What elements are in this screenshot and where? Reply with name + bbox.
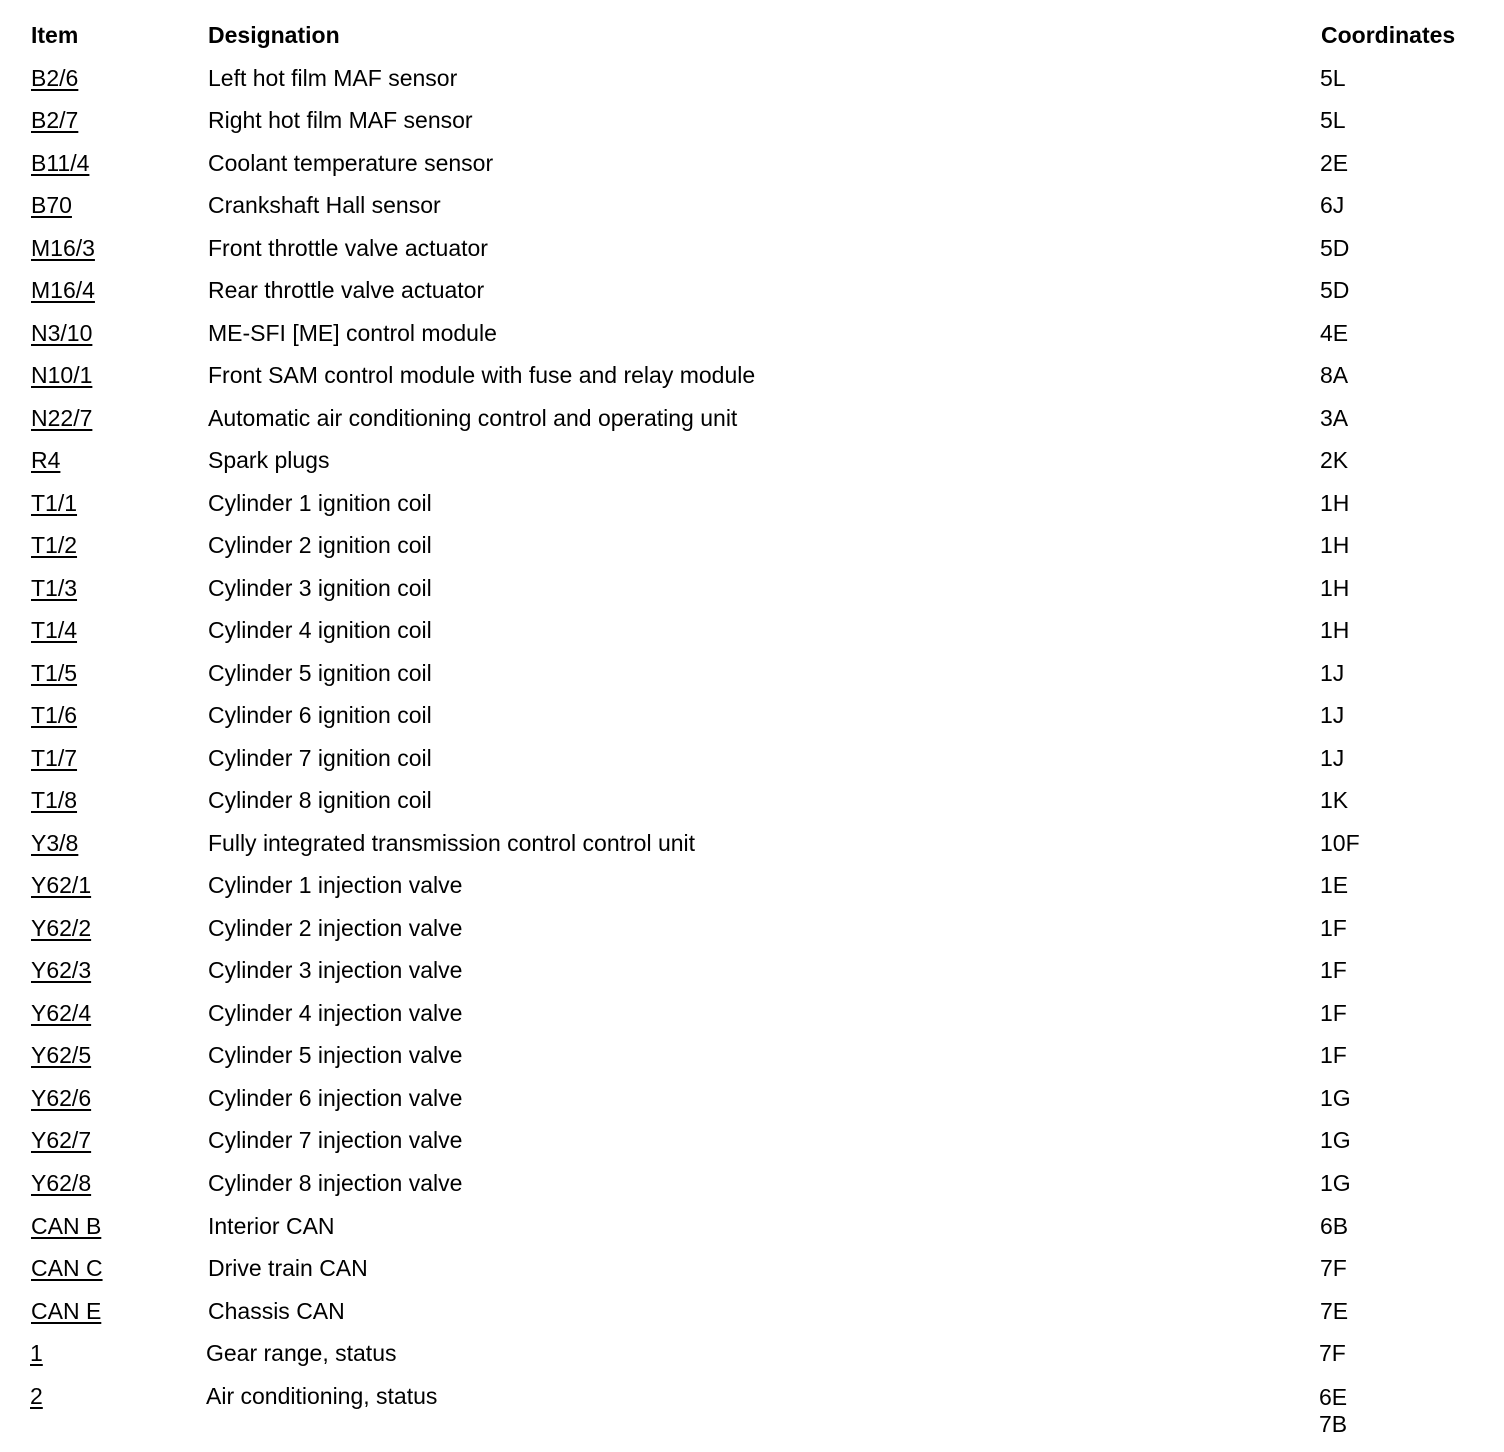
coordinates-text: 1K [1320, 787, 1349, 813]
designation-text: Cylinder 4 injection valve [208, 1000, 463, 1026]
designation-text: Gear range, status [206, 1340, 397, 1366]
header-item: Item [31, 22, 79, 48]
table-row [0, 868, 1504, 902]
item-link[interactable]: T1/8 [31, 787, 78, 813]
table-row [0, 316, 1504, 350]
table-row [0, 1081, 1504, 1115]
item-link[interactable]: CAN B [31, 1213, 102, 1239]
coordinates-text: 1F [1320, 957, 1347, 983]
legend-header-row [0, 18, 1504, 52]
coordinates-text: 1H [1320, 532, 1350, 558]
table-row [0, 231, 1504, 265]
designation-text: Fully integrated transmission control control unit [208, 830, 696, 856]
item-link[interactable]: B11/4 [31, 150, 90, 176]
item-link[interactable]: 2 [30, 1383, 43, 1409]
table-row [0, 1166, 1504, 1200]
coordinates-text: 1F [1320, 1000, 1347, 1026]
designation-text: Cylinder 1 ignition coil [208, 490, 432, 516]
table-row [0, 1336, 1504, 1370]
table-row [0, 1123, 1504, 1157]
item-link[interactable]: 1 [30, 1340, 43, 1366]
coordinates-text: 1J [1320, 745, 1345, 771]
coordinates-text: 1G [1320, 1170, 1351, 1196]
designation-text: Cylinder 4 ignition coil [208, 617, 432, 643]
item-link[interactable]: Y62/4 [31, 1000, 92, 1026]
item-link[interactable]: M16/4 [31, 277, 95, 303]
item-link[interactable]: Y62/3 [31, 957, 92, 983]
designation-text: Cylinder 8 ignition coil [208, 787, 432, 813]
item-link[interactable]: CAN E [31, 1298, 102, 1324]
item-link[interactable]: Y62/8 [31, 1170, 92, 1196]
table-row [0, 613, 1504, 647]
designation-text: Right hot film MAF sensor [208, 107, 473, 133]
item-link[interactable]: CAN C [31, 1255, 103, 1281]
table-row [0, 571, 1504, 605]
table-row [0, 528, 1504, 562]
designation-text: Spark plugs [208, 447, 330, 473]
item-link[interactable]: Y62/7 [31, 1127, 92, 1153]
item-link[interactable]: Y3/8 [31, 830, 79, 856]
coordinates-text: 7F [1319, 1340, 1346, 1366]
designation-text: Cylinder 2 injection valve [208, 915, 463, 941]
coordinates-text: 1G [1320, 1127, 1351, 1153]
coordinates-text: 1F [1320, 915, 1347, 941]
designation-text: Cylinder 6 ignition coil [208, 702, 432, 728]
coordinates-text: 6B [1320, 1213, 1349, 1239]
coordinates-text: 5L [1320, 65, 1346, 91]
item-link[interactable]: R4 [31, 447, 61, 473]
item-link[interactable]: T1/5 [31, 660, 78, 686]
coordinates-text: 1H [1320, 617, 1350, 643]
item-link[interactable]: M16/3 [31, 235, 95, 261]
coordinates-text: 5D [1320, 235, 1350, 261]
designation-text: Coolant temperature sensor [208, 150, 494, 176]
coordinates-text: 7F [1320, 1255, 1347, 1281]
table-row [0, 1209, 1504, 1243]
item-link[interactable]: T1/1 [31, 490, 78, 516]
designation-text: Drive train CAN [208, 1255, 368, 1281]
item-link[interactable]: T1/2 [31, 532, 78, 558]
table-row [0, 273, 1504, 307]
designation-text: Cylinder 8 injection valve [208, 1170, 463, 1196]
designation-text: Cylinder 5 ignition coil [208, 660, 432, 686]
designation-text: Interior CAN [208, 1213, 335, 1239]
designation-text: Front throttle valve actuator [208, 235, 488, 261]
table-row [0, 996, 1504, 1030]
item-link[interactable]: T1/4 [31, 617, 78, 643]
item-link[interactable]: N10/1 [31, 362, 93, 388]
coordinates-text: 5D [1320, 277, 1350, 303]
coordinates-text: 1J [1320, 702, 1345, 728]
designation-text: Chassis CAN [208, 1298, 345, 1324]
table-row [0, 61, 1504, 95]
table-row [0, 698, 1504, 732]
designation-text: ME-SFI [ME] control module [208, 320, 497, 346]
item-link[interactable]: Y62/2 [31, 915, 92, 941]
table-row [0, 1038, 1504, 1072]
table-row [0, 953, 1504, 987]
designation-text: Crankshaft Hall sensor [208, 192, 441, 218]
table-row [0, 826, 1504, 860]
designation-text: Left hot film MAF sensor [208, 65, 458, 91]
header-designation: Designation [208, 22, 340, 48]
item-link[interactable]: Y62/6 [31, 1085, 92, 1111]
table-row [0, 1294, 1504, 1328]
coordinates-text: 2K [1320, 447, 1349, 473]
table-row [0, 656, 1504, 690]
coordinates-text-extra: 7B [1319, 1411, 1348, 1437]
designation-text: Cylinder 7 injection valve [208, 1127, 463, 1153]
table-row [0, 103, 1504, 137]
designation-text: Cylinder 3 injection valve [208, 957, 463, 983]
table-row [0, 741, 1504, 775]
designation-text: Rear throttle valve actuator [208, 277, 485, 303]
designation-text: Air conditioning, status [206, 1383, 438, 1409]
coordinates-text: 1G [1320, 1085, 1351, 1111]
item-link[interactable]: N22/7 [31, 405, 93, 431]
table-row [0, 911, 1504, 945]
item-link[interactable]: T1/7 [31, 745, 78, 771]
item-link[interactable]: B2/7 [31, 107, 79, 133]
table-row [0, 443, 1504, 477]
table-row [0, 1379, 1504, 1449]
item-link[interactable]: T1/3 [31, 575, 78, 601]
item-link[interactable]: Y62/5 [31, 1042, 92, 1068]
coordinates-text: 1J [1320, 660, 1345, 686]
designation-text: Cylinder 5 injection valve [208, 1042, 463, 1068]
coordinates-text: 1F [1320, 1042, 1347, 1068]
table-row [0, 188, 1504, 222]
designation-text: Cylinder 2 ignition coil [208, 532, 432, 558]
coordinates-text: 4E [1320, 320, 1349, 346]
coordinates-text: 1H [1320, 490, 1350, 516]
coordinates-text: 5L [1320, 107, 1346, 133]
item-link[interactable]: T1/6 [31, 702, 78, 728]
coordinates-text: 6E [1319, 1384, 1348, 1410]
header-coordinates: Coordinates [1321, 22, 1456, 48]
coordinates-text: 1E [1320, 872, 1349, 898]
coordinates-text: 2E [1320, 150, 1349, 176]
item-link[interactable]: B70 [31, 192, 72, 218]
table-row [0, 1251, 1504, 1285]
table-row [0, 486, 1504, 520]
coordinates-text: 1H [1320, 575, 1350, 601]
table-row [0, 401, 1504, 435]
designation-text: Cylinder 7 ignition coil [208, 745, 432, 771]
table-row [0, 146, 1504, 180]
designation-text: Cylinder 3 ignition coil [208, 575, 432, 601]
designation-text: Cylinder 1 injection valve [208, 872, 463, 898]
designation-text: Automatic air conditioning control and operating unit [208, 405, 738, 431]
coordinates-text: 3A [1320, 405, 1349, 431]
table-row [0, 358, 1504, 392]
coordinates-stack [1319, 1384, 1347, 1438]
designation-text: Cylinder 6 injection valve [208, 1085, 463, 1111]
coordinates-text: 10F [1320, 830, 1360, 856]
item-link[interactable]: B2/6 [31, 65, 79, 91]
coordinates-text: 7E [1320, 1298, 1349, 1324]
coordinates-text: 8A [1320, 362, 1349, 388]
coordinates-text: 6J [1320, 192, 1345, 218]
item-link[interactable]: N3/10 [31, 320, 93, 346]
item-link[interactable]: Y62/1 [31, 872, 92, 898]
table-row [0, 783, 1504, 817]
designation-text: Front SAM control module with fuse and relay module [208, 362, 756, 388]
